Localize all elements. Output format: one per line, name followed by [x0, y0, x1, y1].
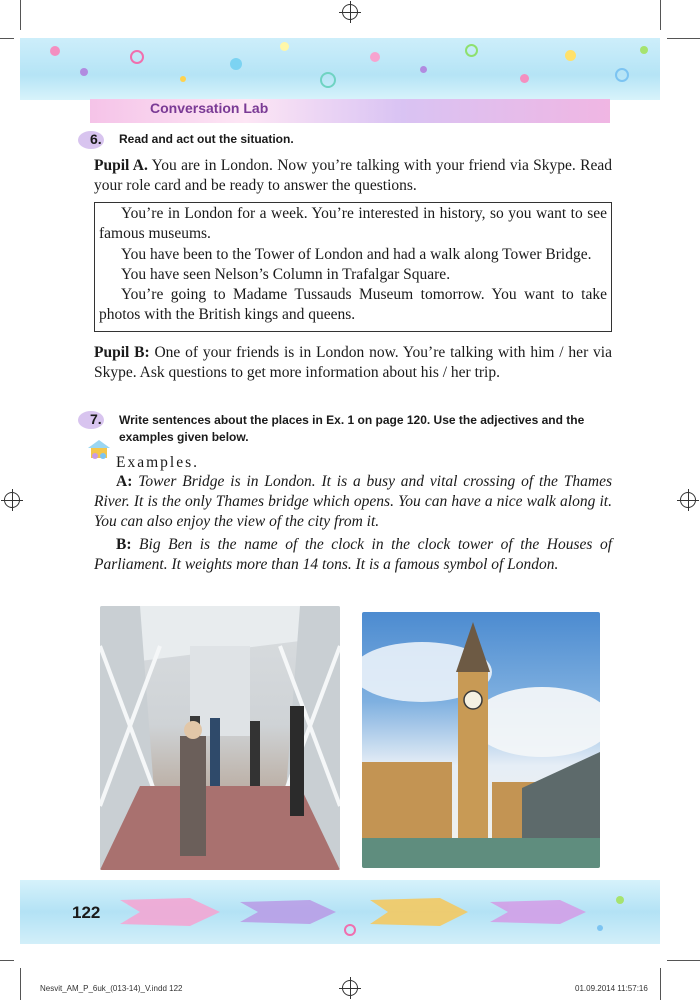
registration-mark	[342, 980, 358, 996]
footer-filename: Nesvit_AM_P_6uk_(013-14)_V.indd 122	[40, 984, 183, 993]
crop-mark	[20, 968, 21, 1000]
exercise-6-instruction: Read and act out the situation.	[119, 132, 294, 146]
crop-mark	[0, 38, 14, 39]
role-card	[94, 202, 612, 332]
page-number: 122	[72, 903, 101, 922]
pupil-a-paragraph	[94, 156, 612, 196]
writing-icon	[86, 438, 112, 460]
role-card-line: You have seen Nelson’s Column in Trafalgar Square.	[121, 265, 451, 283]
crop-mark	[667, 960, 700, 961]
pupil-b-text: One of your friends is in London now. You’re talking with him / her via Skype. Ask questions to get more information about his / her trip.	[94, 344, 612, 381]
tower-bridge-walkway-photo	[100, 606, 340, 870]
section-title: Conversation Lab	[150, 100, 269, 116]
registration-mark	[680, 492, 696, 508]
exercise-7-number: 7.	[90, 411, 102, 427]
examples-label: Examples.	[116, 454, 199, 471]
example-b-text: Big Ben is the name of the clock in the clock tower of the Houses of Parliament. It weights more than 14 tons. It is a famous symbol of London.	[94, 536, 612, 573]
example-a-text: Tower Bridge is in London. It is a busy and vital crossing of the Thames River. It is the only Thames bridge which opens. You can have a nice walk along it. You can also enjoy the view of the city from it.	[94, 473, 612, 530]
example-b-label: B:	[116, 536, 132, 553]
role-card-line: You have been to the Tower of London and had a walk along Tower Bridge.	[121, 245, 592, 263]
example-b-paragraph	[94, 535, 612, 575]
pupil-b-label: Pupil B:	[94, 344, 150, 361]
crop-mark	[660, 968, 661, 1000]
role-card-line: You’re in London for a week. You’re interested in history, so you want to see famous museums.	[99, 205, 607, 243]
crop-mark	[667, 38, 700, 39]
example-a-paragraph	[94, 472, 612, 532]
pupil-a-text: You are in London. Now you’re talking with your friend via Skype. Read your role card and be ready to answer the questions.	[94, 157, 612, 194]
big-ben-photo	[362, 612, 600, 868]
exercise-6-number: 6.	[90, 131, 102, 147]
pupil-a-label: Pupil A.	[94, 157, 148, 174]
bottom-decorative-band	[20, 880, 660, 944]
top-decorative-band	[20, 38, 660, 100]
pupil-b-paragraph	[94, 343, 612, 383]
crop-mark	[0, 960, 14, 961]
crop-mark	[20, 0, 21, 30]
footer-timestamp: 01.09.2014 11:57:16	[575, 984, 648, 993]
crop-mark	[660, 0, 661, 30]
example-a-label: A:	[116, 473, 133, 490]
registration-mark	[4, 492, 20, 508]
exercise-7-instruction: Write sentences about the places in Ex. 1 on page 120. Use the adjectives and the examples given below.	[119, 413, 585, 444]
role-card-line: You’re going to Madame Tussauds Museum tomorrow. You want to take photos with the British kings and queens.	[99, 286, 607, 324]
registration-mark	[342, 4, 358, 20]
